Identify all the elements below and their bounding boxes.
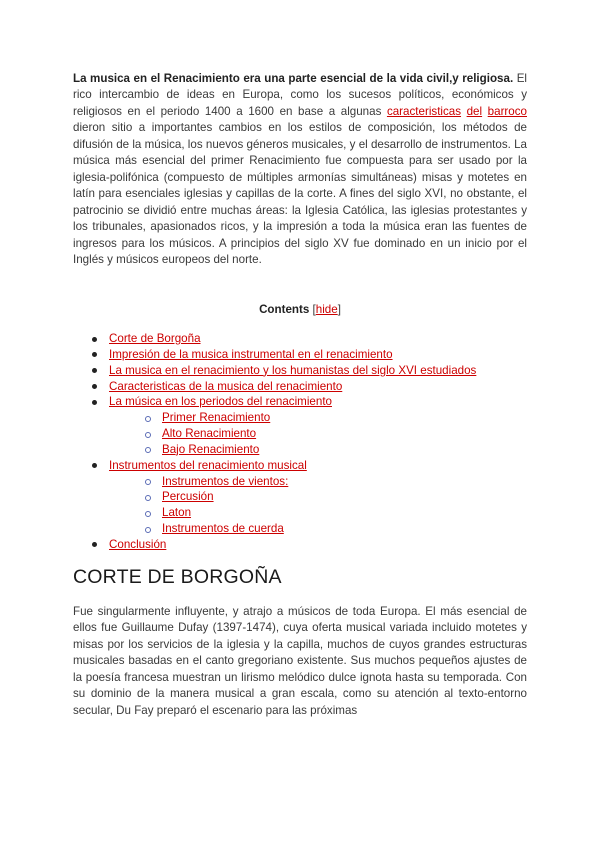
intro-paragraph [73,71,527,268]
toc-item-link[interactable]: Conclusión [109,537,167,551]
toc-item-link[interactable]: Caracteristicas de la musica del renacimiento [109,379,343,393]
disc-bullet-icon [92,337,97,342]
link-del[interactable]: del [466,104,483,118]
circle-bullet-icon [145,479,151,485]
toc-bracket-close: ] [337,303,341,316]
intro-bold-lead: La musica en el Renacimiento era una parte esencial de la vida civil,y religiosa. [73,72,514,85]
toc-item [73,474,527,490]
link-barroco[interactable]: barroco [487,104,527,118]
toc-item-link[interactable]: Instrumentos de vientos: [162,474,289,488]
toc-item-link[interactable]: Corte de Borgoña [109,332,201,345]
toc-list [73,331,527,553]
toc-item [73,347,527,363]
intro-text-2: dieron sitio a importantes cambios en los estilos de composición, los métodos de difusión de la música, los nuevos géneros musicales, y el desarrollo de instrumentos. La música más esencial del primer Renacimiento fue compuesta para ser usado por la iglesia-polifónica (compuesto de múltiples armonías simultáneas) misas y motetes en latín para esenciales iglesias y capillas de la corte. A fines del siglo XVI, no obstante, el patrocinio se dividió entre muchas áreas: la Iglesia Católica, las iglesias protestantes y los tribunales, apasionados ricos, y la impresión a toda la música eran las fuentes de ingresos para los músicos. A principios del siglo XV fue dominado en un inicio por el Inglés y músicos europeos del norte. [73,121,527,266]
toc-item-link[interactable]: La musica en el renacimiento y los humanistas del siglo XVI estudiados [109,363,477,377]
toc-item-link[interactable]: Instrumentos de cuerda [162,522,284,536]
circle-bullet-icon [145,527,151,533]
toc-item-link[interactable]: Percusión [162,490,214,504]
toc-header [73,303,527,316]
toc-item-link[interactable]: Impresión de la musica instrumental en el renacimiento [109,347,393,361]
toc-item [73,426,527,442]
toc-item-link[interactable]: Laton [162,506,192,520]
toc-item-link[interactable]: Bajo Renacimiento [162,442,260,456]
circle-bullet-icon [145,495,151,501]
disc-bullet-icon [92,463,97,468]
disc-bullet-icon [92,352,97,357]
toc-item [73,331,527,347]
toc-item [73,505,527,521]
toc-item [73,363,527,379]
intro-text-1: El rico intercambio de ideas en Europa, como los sucesos políticos, económicos y religiosos en el periodo 1400 a 1600 en base a algunas [73,72,528,118]
disc-bullet-icon [92,368,97,373]
circle-bullet-icon [145,432,151,438]
toc-bracket-open: [ [309,303,316,316]
disc-bullet-icon [92,400,97,405]
disc-bullet-icon [92,384,97,389]
toc-item [73,379,527,395]
link-caracteristicas[interactable]: caracteristicas [386,104,462,118]
section-paragraph: Fue singularmente influyente, y atrajo a músicos de toda Europa. El más esencial de ellos fue Guillaume Dufay (1397-1474), cuya oferta musical variada incluido motetes y misas por los servicios de la iglesia y la capilla, muchos de cuyos grandes estructuras musicales basadas en el canto gregoriano existente. Sus muchos pequeños ajustes de la poesía francesa muestran un lirismo melódico dulce ignota hasta su temporada. Con su dominio de la manera musical a gran escala, como su atención al texto-entorno secular, Du Fay preparó el escenario para las próximas [73,605,527,717]
section-heading: CORTE DE BORGOÑA [73,566,282,588]
toc-item [73,521,527,537]
toc-item-link[interactable]: Instrumentos del renacimiento musical [109,458,307,472]
table-of-contents [73,331,527,553]
toc-item-link[interactable]: Primer Renacimiento [162,411,271,425]
toc-item [73,489,527,505]
toc-item [73,394,527,410]
toc-item-link[interactable]: La música en los periodos del renacimiento [109,395,332,409]
circle-bullet-icon [145,511,151,517]
toc-item [73,410,527,426]
toc-item-link[interactable]: Alto Renacimiento [162,427,257,441]
circle-bullet-icon [145,447,151,453]
toc-hide-link[interactable]: hide [315,303,338,316]
toc-title: Contents [259,303,310,316]
toc-item [73,442,527,458]
disc-bullet-icon [92,542,97,547]
circle-bullet-icon [145,416,151,422]
toc-item [73,537,527,553]
toc-item [73,458,527,474]
